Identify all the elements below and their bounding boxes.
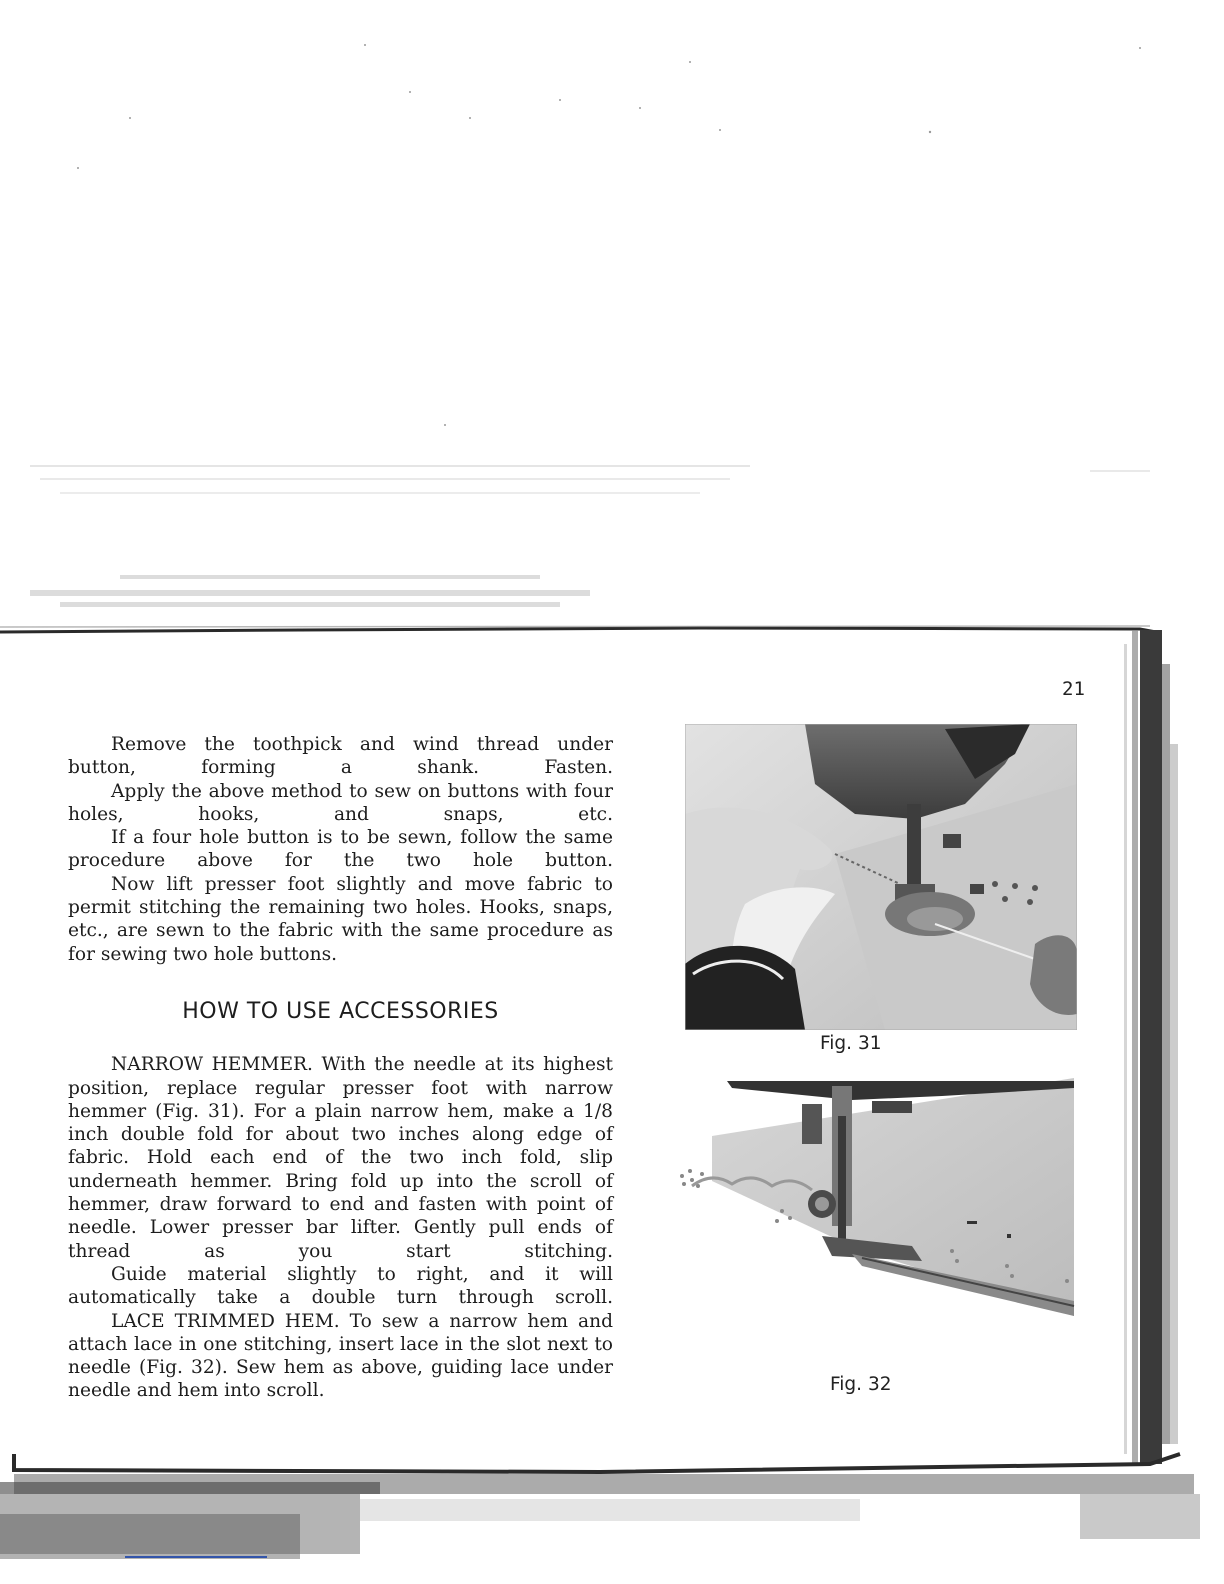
paragraph-four-hole-button: If a four hole button is to be sewn, follow the same procedure above for the two hole button. <box>68 827 613 872</box>
body-text-column <box>68 733 613 1403</box>
page-number: 21 <box>1062 678 1085 700</box>
scan-speckle-bottom <box>0 1494 1224 1584</box>
figure-32-caption: Fig. 32 <box>830 1374 892 1395</box>
section-heading: HOW TO USE ACCESSORIES <box>182 998 499 1024</box>
paragraph-narrow-hemmer: NARROW HEMMER. With the needle at its highest position, replace regular presser foot with narrow hemmer (Fig. 31). For a plain narrow hem, make a 1/8 inch double fold for about two inches along edge of fabric. Hold each end of the two inch fold, slip underneath hemmer. Bring fold up into the scroll of hemmer, draw forward to end and fasten with point of needle. Lower presser bar lifter. Gently pull ends of thread as you start stitching. <box>68 1054 613 1262</box>
figure-31-caption: Fig. 31 <box>820 1033 882 1054</box>
paragraph-lace-trimmed-hem: LACE TRIMMED HEM. To sew a narrow hem and attach lace in one stitching, insert lace in the slot next to needle (Fig. 32). Sew hem as above, guiding lace under needle and hem into scroll. <box>68 1310 613 1402</box>
figure-32-photo <box>672 1076 1077 1316</box>
scan-speckle-top <box>0 0 1224 620</box>
figure-31-photo <box>685 724 1077 1030</box>
paragraph-four-holes: Apply the above method to sew on buttons with four holes, hooks, and snaps, etc. <box>68 780 613 825</box>
paragraph-shank: Remove the toothpick and wind thread under button, forming a shank. Fasten. <box>68 734 613 779</box>
paragraph-guide-material: Guide material slightly to right, and it will automatically take a double turn through scroll. <box>68 1263 613 1309</box>
paragraph-presser-foot: Now lift presser foot slightly and move fabric to permit stitching the remaining two holes. Hooks, snaps, etc., are sewn to the fabric with the same procedure as for sewing two hole buttons. <box>68 873 613 965</box>
